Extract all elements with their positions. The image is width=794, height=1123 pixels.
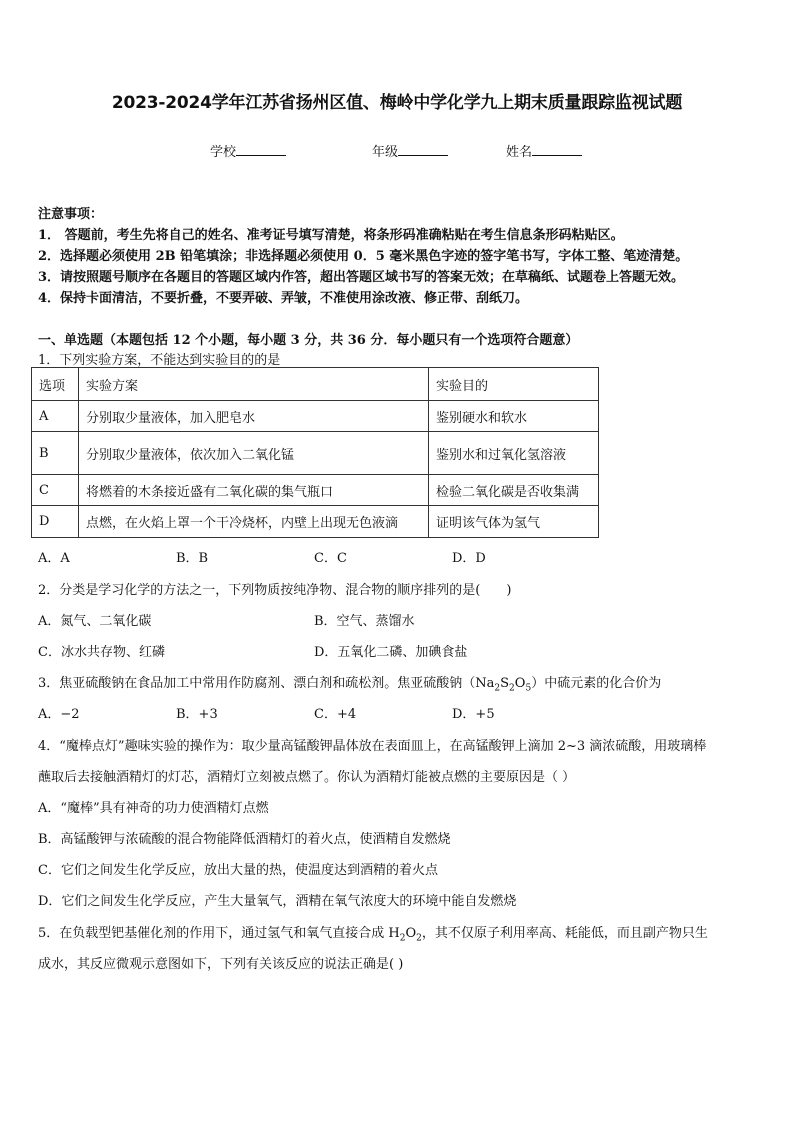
question-1-option-b[interactable]: B．B: [176, 551, 209, 566]
note-item: 1． 答题前，考生先将自己的姓名、准考证号填写清楚，将条形码准确粘贴在考生信息条形码粘贴区。: [38, 228, 624, 243]
page-title: 2023-2024学年江苏省扬州区值、梅岭中学化学九上期末质量跟踪监视试题: [111, 93, 683, 113]
table-row: [32, 475, 599, 506]
question-1-option-a[interactable]: A．A: [38, 551, 70, 566]
table-cell: C: [32, 475, 79, 506]
table-row: [32, 432, 599, 475]
table-cell: 将燃着的木条接近盛有二氧化碳的集气瓶口: [79, 475, 429, 506]
question-2-stem: 2．分类是学习化学的方法之一，下列物质按纯净物、混合物的顺序排列的是( ): [38, 583, 512, 598]
question-2-option-c[interactable]: C．冰水共存物、红磷: [38, 645, 165, 660]
note-item: 3．请按照题号顺序在各题目的答题区域内作答，超出答题区域书写的答案无效；在草稿纸、试题卷上答题无效。: [38, 270, 685, 285]
question-3-option-d[interactable]: D．+5: [452, 707, 495, 722]
question-5-stem: [38, 922, 708, 944]
question-2-option-a[interactable]: A．氮气、二氧化碳: [38, 614, 152, 629]
q3-sub: 5: [525, 683, 532, 694]
question-3-stem: [38, 672, 661, 694]
question-3-option-c[interactable]: C．+4: [314, 707, 357, 722]
name-label: 姓名: [506, 145, 533, 160]
q5-sub: 2: [416, 933, 422, 944]
question-3-option-a[interactable]: A．−2: [38, 707, 80, 722]
table-row: [32, 401, 599, 432]
question-1-option-c[interactable]: C．C: [314, 551, 347, 566]
table-cell: D: [32, 506, 79, 538]
question-5-stem-cont: 成水，其反应微观示意图如下，下列有关该反应的说法正确是( ): [38, 957, 404, 972]
question-2-option-d[interactable]: D．五氧化二磷、加碘食盐: [314, 645, 468, 660]
note-item: 4．保持卡面清洁，不要折叠，不要弄破、弄皱，不准使用涂改液、修正带、刮纸刀。: [38, 291, 529, 306]
q3-text: 3．焦亚硫酸钠在食品加工中常用作防腐剂、漂白剂和疏松剂。焦亚硫酸钠（Na: [38, 676, 495, 691]
question-4-stem-cont: 蘸取后去接触酒精灯的灯芯，酒精灯立刻被点燃了。你认为酒精灯能被点燃的主要原因是（ ）: [38, 770, 576, 785]
question-4-option-d[interactable]: D．它们之间发生化学反应，产生大量氧气，酒精在氧气浓度大的环境中能自发燃烧: [38, 894, 517, 909]
table-cell: 鉴别水和过氧化氢溶液: [429, 432, 599, 475]
table-cell: 检验二氧化碳是否收集满: [429, 475, 599, 506]
name-field: [506, 141, 582, 160]
question-4-option-c[interactable]: C．它们之间发生化学反应，放出大量的热，使温度达到酒精的着火点: [38, 863, 438, 878]
name-blank[interactable]: [532, 142, 582, 156]
table-row: [32, 506, 599, 538]
note-item: 2．选择题必须使用 2B 铅笔填涂；非选择题必须使用 0．5 毫米黑色字迹的签字笔书写，字体工整、笔迹清楚。: [38, 249, 689, 264]
table-cell: B: [32, 432, 79, 475]
question-1-table: [31, 367, 599, 538]
q5-sub: 2: [399, 933, 406, 944]
q3-sub: 2: [509, 683, 515, 694]
school-field: [210, 141, 286, 160]
question-4-option-b[interactable]: B．高锰酸钾与浓硫酸的混合物能降低酒精灯的着火点，使酒精自发燃烧: [38, 832, 451, 847]
q3-text: O: [514, 676, 526, 691]
table-cell: 点燃，在火焰上罩一个干冷烧杯，内壁上出现无色液滴: [79, 506, 429, 538]
table-header: 实验方案: [79, 368, 429, 401]
q5-text: 5．在负载型钯基催化剂的作用下，通过氢气和氧气直接合成 H: [38, 926, 400, 941]
grade-blank[interactable]: [398, 142, 448, 156]
notes-heading: 注意事项：: [38, 207, 104, 222]
table-cell: 分别取少量液体，依次加入二氧化锰: [79, 432, 429, 475]
question-4-option-a[interactable]: A．“魔棒”具有神奇的功力使酒精灯点燃: [38, 801, 269, 816]
q3-text: ）中硫元素的化合价为: [531, 676, 662, 691]
question-1-option-d[interactable]: D．D: [452, 551, 486, 566]
question-4-stem: 4．“魔棒点灯”趣味实验的操作为：取少量高锰酸钾晶体放在表面皿上，在高锰酸钾上滴加 2~3 滴浓硫酸，用玻璃棒: [38, 739, 707, 754]
question-1-stem: 1．下列实验方案，不能达到实验目的的是: [38, 353, 281, 368]
table-header-row: [32, 368, 599, 401]
table-cell: 鉴别硬水和软水: [429, 401, 599, 432]
school-label: 学校: [210, 145, 237, 160]
table-cell: 分别取少量液体，加入肥皂水: [79, 401, 429, 432]
grade-label: 年级: [372, 145, 399, 160]
table-cell: A: [32, 401, 79, 432]
grade-field: [372, 141, 448, 160]
q5-text: O: [405, 926, 417, 941]
q5-text: ，其不仅原子利用率高、耗能低，而且副产物只生: [421, 926, 708, 941]
question-2-option-b[interactable]: B．空气、蒸馏水: [314, 614, 415, 629]
table-cell: 证明该气体为氢气: [429, 506, 599, 538]
q3-sub: 2: [494, 683, 501, 694]
q3-text: S: [500, 676, 510, 691]
school-blank[interactable]: [236, 142, 286, 156]
table-header: 实验目的: [429, 368, 599, 401]
table-header: 选项: [32, 368, 79, 401]
question-3-option-b[interactable]: B．+3: [176, 707, 218, 722]
section-heading: 一、单选题（本题包括 12 个小题，每小题 3 分，共 36 分．每小题只有一个选项符合题意）: [38, 333, 579, 348]
